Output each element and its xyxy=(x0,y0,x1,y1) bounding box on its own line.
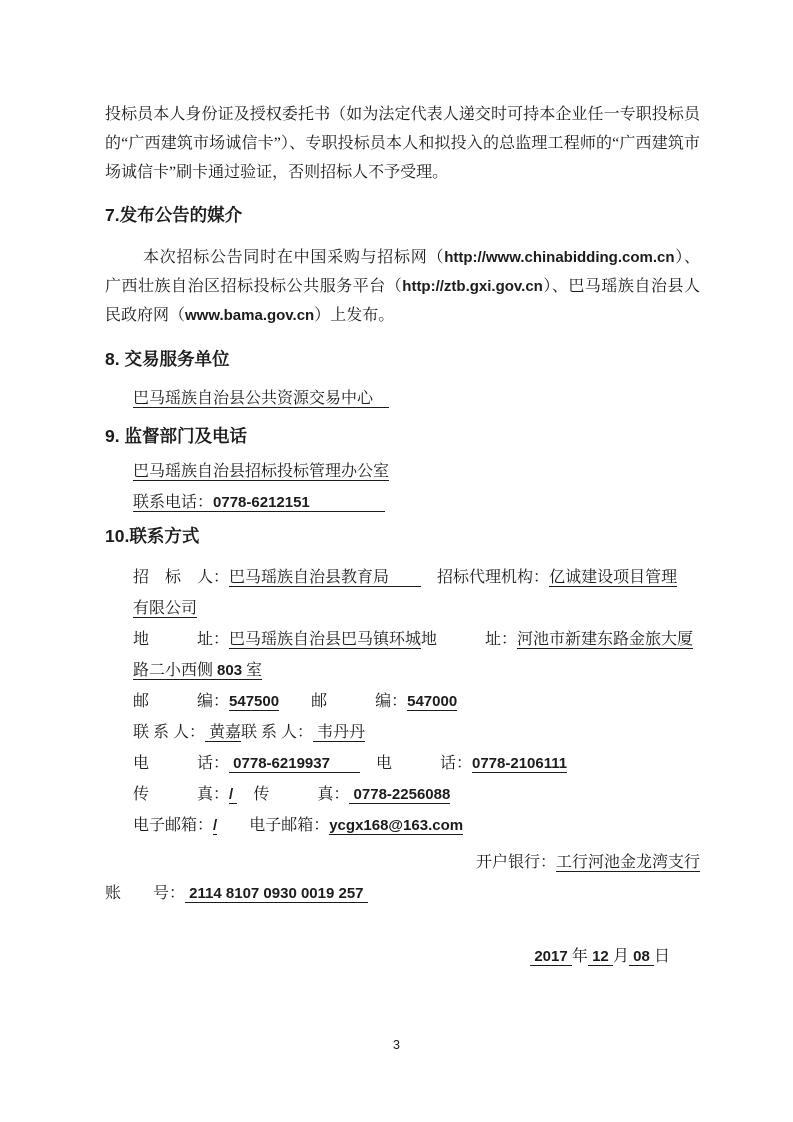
date-row xyxy=(105,941,700,972)
phone-left-value: 0778-6219937 xyxy=(229,755,360,772)
contact-label-right: 联 系 人： xyxy=(241,724,314,741)
gxi-platform-url: http://ztb.gxi.gov.cn xyxy=(402,278,543,295)
trade-center-line xyxy=(133,383,700,414)
trade-center-name: 巴马瑶族自治县公共资源交易中心 xyxy=(133,390,390,407)
supervision-office-line xyxy=(133,456,700,487)
agency-label: 招标代理机构： xyxy=(437,569,550,586)
account-label: 账 号： xyxy=(105,885,186,902)
email-right-value: ycgx168@163.com xyxy=(329,817,464,834)
section9-heading: 9. 监督部门及电话 xyxy=(105,426,247,446)
section7-text-4: ）上发布。 xyxy=(314,307,395,324)
contact-left-value: 黄嘉 xyxy=(205,724,242,741)
date-day: 08 xyxy=(628,948,654,965)
address-wrap-suffix: 室 xyxy=(242,662,263,679)
section7-text-1: 本次招标公告同时在中国采购与招标网（ xyxy=(143,249,445,266)
section7-text-2: ）、广西壮族自治区招标投标公共服务平台（ xyxy=(105,249,700,295)
phone-label-left: 电 话： xyxy=(133,755,230,772)
supervision-phone xyxy=(133,494,385,512)
bama-gov-url: www.bama.gov.cn xyxy=(185,307,315,324)
column-gap xyxy=(217,817,249,834)
address-room-number: 803 xyxy=(217,662,243,679)
page-number: 3 xyxy=(393,1038,400,1052)
address-left-value: 巴马瑶族自治县巴马镇环城 xyxy=(229,631,422,648)
account-row xyxy=(105,878,700,909)
agency-name-wrap-row xyxy=(133,593,700,624)
fax-label-right: 传 真： xyxy=(253,786,350,803)
address-row xyxy=(133,624,700,655)
contact-person-row xyxy=(133,717,700,748)
agency-name-line2: 有限公司 xyxy=(133,600,198,617)
address-label-right: 地 址： xyxy=(421,631,518,648)
contact-right-value: 韦丹丹 xyxy=(313,724,366,741)
month-char: 月 xyxy=(612,948,629,965)
phone-row xyxy=(133,748,700,779)
postcode-label-right: 邮 编： xyxy=(311,693,408,710)
fax-left-value: / xyxy=(229,786,238,803)
section10-heading: 10.联系方式 xyxy=(105,526,200,546)
section8-heading: 8. 交易服务单位 xyxy=(105,349,230,369)
section7-heading: 7.发布公告的媒介 xyxy=(105,205,243,225)
chinabidding-url: http://www.chinabidding.com.cn xyxy=(444,249,675,266)
supervision-phone-line xyxy=(133,487,700,518)
year-char: 年 xyxy=(571,948,588,965)
postcode-right-value: 547000 xyxy=(407,693,458,710)
section7-text-3: ）、巴马瑶族自治县人民政府网（ xyxy=(105,278,700,324)
email-label-left: 电子邮箱： xyxy=(133,817,214,834)
section7-paragraph xyxy=(105,243,700,330)
fax-right-value: 0778-2256088 xyxy=(349,786,451,803)
contact-table xyxy=(105,562,700,972)
postcode-label-left: 邮 编： xyxy=(133,693,230,710)
supervision-office-name: 巴马瑶族自治县招标投标管理办公室 xyxy=(133,463,390,480)
bank-label: 开户银行： xyxy=(475,854,556,871)
date-year: 2017 xyxy=(530,948,572,965)
day-char: 日 xyxy=(653,948,670,965)
bank-value: 工行河池金龙湾支行 xyxy=(555,854,700,871)
postcode-left-value: 547500 xyxy=(229,693,280,710)
account-value: 2114 8107 0930 0019 257 xyxy=(185,885,368,902)
supervision-phone-label: 联系电话： xyxy=(133,494,214,511)
tenderer-name: 巴马瑶族自治县教育局 xyxy=(229,569,422,586)
fax-label-left: 传 真： xyxy=(133,786,230,803)
address-right-value: 河池市新建东路金旅大厦 xyxy=(517,631,694,648)
tenderer-row xyxy=(133,562,700,593)
address-label-left: 地 址： xyxy=(133,631,230,648)
address-left-value-line2 xyxy=(133,662,262,680)
column-gap xyxy=(237,786,253,803)
phone-right-value: 0778-2106111 xyxy=(471,755,568,772)
intro-paragraph: 投标员本人身份证及授权委托书（如为法定代表人递交时可持本企业任一专职投标员的“广西建筑市场诚信卡”）、专职投标员本人和拟投入的总监理工程师的“广西建筑市场诚信卡”刷卡通过验证，否则招标人不予受理。 xyxy=(105,106,700,181)
email-label-right: 电子邮箱： xyxy=(249,817,330,834)
postcode-row xyxy=(133,686,700,717)
column-gap xyxy=(421,569,437,586)
bank-row xyxy=(105,847,700,878)
email-row xyxy=(133,810,700,841)
contact-label-left: 联 系 人： xyxy=(133,724,206,741)
column-gap xyxy=(279,693,311,710)
date-month: 12 xyxy=(587,948,613,965)
supervision-phone-number: 0778-6212151 xyxy=(213,494,385,511)
column-gap xyxy=(360,755,376,772)
agency-name-line1: 亿诚建设项目管理 xyxy=(549,569,678,586)
tenderer-label: 招 标 人： xyxy=(133,569,230,586)
fax-row xyxy=(133,779,700,810)
address-wrap-row xyxy=(133,655,700,686)
address-wrap-text: 路二小西侧 xyxy=(133,662,218,679)
phone-label-right: 电 话： xyxy=(375,755,472,772)
email-left-value: / xyxy=(213,817,218,834)
